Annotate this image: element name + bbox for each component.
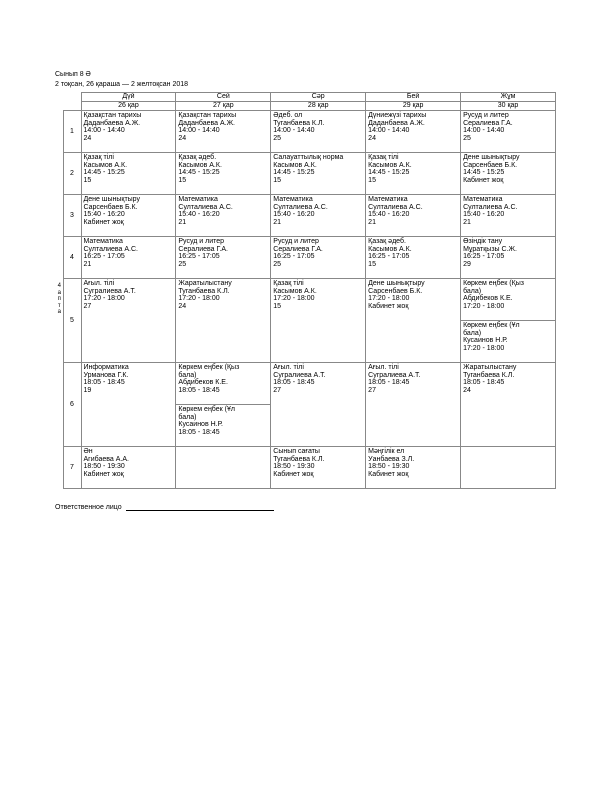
lesson-line: Дене шынықтыру (463, 154, 520, 161)
lesson-line: Қазақстан тарихы (178, 112, 237, 119)
lesson-row (56, 279, 556, 363)
lesson-entry (366, 447, 460, 488)
lesson-number: 4 (63, 237, 81, 279)
lesson-cell (366, 363, 461, 447)
lesson-entry (271, 237, 365, 278)
lesson-cell (271, 237, 366, 279)
lesson-entry (366, 363, 460, 404)
lesson-cell (81, 153, 176, 195)
lesson-line: Мәңгілік ел (368, 448, 405, 455)
lesson-entry (461, 447, 555, 488)
lesson-line: Ән (83, 448, 93, 455)
lesson-line: Абдибеков К.Е. (463, 295, 513, 303)
lesson-entry (82, 195, 176, 236)
lesson-line: 21 (83, 260, 92, 268)
week-vertical-label (56, 111, 63, 489)
lesson-cell (461, 237, 556, 279)
lesson-line: Математика (463, 196, 503, 203)
lesson-cell (271, 279, 366, 363)
lesson-line: 17:20 - 18:00 (463, 344, 505, 352)
lesson-line: Кусаинов Н.Р. (178, 421, 223, 429)
lesson-row (56, 111, 556, 153)
lesson-entry (271, 195, 365, 236)
lesson-entry (176, 153, 270, 194)
week-label-char: а (57, 309, 61, 316)
lesson-line: 14:00 - 14:40 (178, 127, 220, 135)
lesson-line: Туганбаева К.Л. (463, 371, 515, 379)
lesson-line: Дене шынықтыру (83, 196, 140, 203)
lesson-line: Кабинет жоқ (368, 470, 409, 478)
day-date: 28 қар (271, 102, 366, 111)
period-line: 2 тоқсан, 26 қараша — 2 желтоқсан 2018 (55, 81, 189, 88)
lesson-line: Агибаева А.А. (83, 455, 129, 463)
lesson-entry (271, 111, 365, 152)
lesson-line: 27 (83, 302, 92, 310)
lesson-line: Кабинет жоқ (83, 218, 124, 226)
lesson-line: 15:40 - 16:20 (368, 211, 410, 219)
lesson-line: Касымов А.К. (83, 161, 128, 169)
lesson-line: Көркем еңбек (Ұл (463, 322, 520, 329)
lesson-line: 14:00 - 14:40 (463, 127, 505, 135)
lesson-line: Әдеб. ол (273, 112, 303, 119)
lesson-cell (461, 195, 556, 237)
lesson-entry (461, 153, 555, 194)
lesson-line: Русуд и литер (463, 112, 509, 119)
lesson-line: 24 (368, 134, 376, 142)
lesson-entry (176, 447, 270, 488)
lesson-line: 24 (463, 386, 471, 394)
lesson-line: 27 (273, 386, 282, 394)
lesson-line: Султалиева А.С. (368, 203, 423, 211)
lesson-line: Математика (83, 238, 123, 245)
lesson-line: Султалиева А.С. (463, 203, 518, 211)
lesson-entry (461, 279, 555, 320)
lesson-line: Қазақ тілі (83, 154, 114, 161)
day-date: 30 қар (461, 102, 556, 111)
lesson-line: 17:20 - 18:00 (178, 295, 220, 303)
lesson-entry (82, 279, 176, 320)
lesson-line: Өзіндік тану (463, 238, 503, 245)
lesson-line: 14:45 - 15:25 (178, 169, 220, 177)
lesson-line: Мұратқызы С.Ж. (463, 245, 517, 253)
lesson-entry (461, 320, 555, 362)
lesson-line: Ағыл. тілі (273, 364, 304, 371)
day-name: Бей (366, 93, 461, 102)
lesson-line: Қазақ әдеб. (178, 154, 217, 161)
lesson-line: Қазақ тілі (368, 154, 399, 161)
lesson-cell (461, 447, 556, 489)
lesson-line: 18:05 - 18:45 (83, 379, 125, 387)
lesson-cell (176, 195, 271, 237)
lesson-line: 16:25 - 17:05 (368, 253, 410, 261)
lesson-line: Сугралиева А.Т. (368, 371, 421, 379)
lesson-line: 17:20 - 18:00 (368, 295, 410, 303)
timetable (56, 92, 556, 489)
lesson-line: 17:20 - 18:00 (83, 295, 125, 303)
lesson-line: Сынып сағаты (273, 448, 320, 455)
lesson-line: 16:25 - 17:05 (463, 253, 505, 261)
lesson-line: Даданбаева А.Ж. (178, 119, 236, 127)
day-date: 27 қар (176, 102, 271, 111)
day-date: 26 қар (81, 102, 176, 111)
lesson-line: Информатика (83, 364, 129, 371)
day-name: Сей (176, 93, 271, 102)
lesson-cell (176, 363, 271, 447)
lesson-line: 14:45 - 15:25 (368, 169, 410, 177)
lesson-line: 18:05 - 18:45 (273, 379, 315, 387)
lesson-line: Кабинет жоқ (83, 470, 124, 478)
lesson-line: Сугралиева А.Т. (273, 371, 326, 379)
lesson-line: 21 (368, 218, 376, 226)
lesson-line: Касымов А.К. (178, 161, 222, 169)
lesson-line: Султалиева А.С. (273, 203, 328, 211)
lesson-line: 14:45 - 15:25 (273, 169, 315, 177)
lesson-line: 15 (368, 260, 376, 268)
lesson-cell (271, 195, 366, 237)
lesson-cell (81, 111, 176, 153)
lesson-line: 18:50 - 19:30 (83, 463, 125, 471)
lesson-line: 25 (273, 260, 282, 268)
lesson-line: Дене шынықтыру (368, 280, 425, 287)
lesson-entry (176, 363, 270, 404)
lesson-entry (271, 447, 365, 488)
lesson-cell (461, 153, 556, 195)
lesson-line: Математика (178, 196, 218, 203)
lesson-line: 18:05 - 18:45 (178, 386, 220, 394)
lesson-line: 18:50 - 19:30 (368, 463, 410, 471)
lesson-cell (461, 363, 556, 447)
lesson-cell (81, 237, 176, 279)
lesson-line: бала) (463, 329, 482, 337)
lesson-cell (176, 279, 271, 363)
lesson-entry (176, 195, 270, 236)
lesson-line: 15 (273, 176, 282, 184)
lesson-line: 24 (83, 134, 92, 142)
lesson-line: Қазақстан тарихы (83, 112, 142, 119)
lesson-line: 18:05 - 18:45 (368, 379, 410, 387)
lesson-row (56, 447, 556, 489)
lesson-line: 14:00 - 14:40 (273, 127, 315, 135)
day-date-row (56, 102, 556, 111)
week-label-char: а (57, 289, 61, 296)
lesson-line: Салауаттылық норма (273, 154, 344, 161)
day-name: Жұм (461, 93, 556, 102)
lesson-entry (461, 363, 555, 404)
lesson-line: 15 (273, 302, 282, 310)
lesson-cell (176, 447, 271, 489)
lesson-number: 3 (63, 195, 81, 237)
lesson-line: Жаратылыстану (178, 280, 232, 287)
lesson-line: Сарсенбаев Б.К. (83, 203, 138, 211)
lesson-line: Кабинет жоқ (463, 176, 504, 184)
lesson-cell (366, 279, 461, 363)
lesson-entry (366, 279, 460, 320)
lesson-line: Русуд и литер (178, 238, 225, 245)
lesson-line: Жаратылыстану (463, 364, 517, 371)
lesson-number: 7 (63, 447, 81, 489)
lesson-cell (366, 111, 461, 153)
lesson-entry (366, 195, 460, 236)
lesson-line: Көркем еңбек (Қыз (178, 364, 240, 371)
lesson-line: 24 (178, 302, 187, 310)
lesson-cell (366, 447, 461, 489)
lesson-cell (271, 153, 366, 195)
week-label-char: п (57, 296, 61, 303)
signature-line (126, 503, 274, 511)
lesson-cell (81, 363, 176, 447)
lesson-cell (366, 195, 461, 237)
lesson-line: Уанбаева З.Л. (368, 455, 415, 463)
lesson-line: 16:25 - 17:05 (178, 253, 220, 261)
day-date: 29 қар (366, 102, 461, 111)
lesson-line: Қазақ әдеб. (368, 238, 406, 245)
lesson-line: 21 (463, 218, 471, 226)
lesson-cell (461, 111, 556, 153)
lesson-line: 16:25 - 17:05 (83, 253, 125, 261)
lesson-entry (82, 237, 176, 278)
lesson-entry (82, 447, 176, 488)
day-name: Сәр (271, 93, 366, 102)
lesson-line: 16:25 - 17:05 (273, 253, 315, 261)
lesson-line: 15 (178, 176, 187, 184)
lesson-line: 27 (368, 386, 376, 394)
lesson-entry (461, 111, 555, 152)
lesson-number: 5 (63, 279, 81, 363)
lesson-line: бала) (463, 287, 482, 295)
lesson-line: Туганбаева К.Л. (178, 287, 230, 295)
lesson-line: Сералиева Г.А. (273, 245, 323, 253)
day-name: Дүй (81, 93, 176, 102)
lesson-line: 15:40 - 16:20 (273, 211, 315, 219)
lesson-line: 17:20 - 18:00 (273, 295, 315, 303)
lesson-line: Султалиева А.С. (83, 245, 138, 253)
lesson-line: 15:40 - 16:20 (463, 211, 505, 219)
lesson-line: Көркем еңбек (Ұл (178, 406, 235, 413)
lesson-entry (366, 153, 460, 194)
lesson-line: Касымов А.К. (368, 161, 412, 169)
lesson-line: Дүниежүзі тарихы (368, 112, 427, 119)
lesson-line: 17:20 - 18:00 (463, 302, 505, 310)
lesson-cell (81, 447, 176, 489)
lesson-line: 18:50 - 19:30 (273, 463, 315, 471)
lesson-cell (271, 447, 366, 489)
lesson-entry (271, 153, 365, 194)
lesson-number: 2 (63, 153, 81, 195)
lesson-cell (176, 237, 271, 279)
lesson-line: Кусаинов Н.Р. (463, 337, 508, 345)
lesson-number: 6 (63, 363, 81, 447)
lesson-entry (271, 363, 365, 404)
lesson-line: 15:40 - 16:20 (178, 211, 220, 219)
lesson-line: Кабинет жоқ (273, 470, 314, 478)
lesson-line: бала) (178, 371, 197, 379)
lesson-cell (271, 363, 366, 447)
lesson-cell (176, 153, 271, 195)
week-label-char: т (57, 302, 61, 309)
responsible-label: Ответственное лицо (55, 504, 122, 511)
lesson-cell (366, 153, 461, 195)
lesson-line: Касымов А.К. (273, 161, 317, 169)
lesson-cell (366, 237, 461, 279)
lesson-line: 25 (178, 260, 187, 268)
lesson-row (56, 153, 556, 195)
lesson-line: 14:45 - 15:25 (83, 169, 125, 177)
lesson-line: Султалиева А.С. (178, 203, 233, 211)
lesson-line: 14:00 - 14:40 (83, 127, 125, 135)
lesson-number: 1 (63, 111, 81, 153)
lesson-line: Сарсенбаев Б.К. (368, 287, 423, 295)
lesson-line: Сугралиева А.Т. (83, 287, 136, 295)
lesson-line: 21 (273, 218, 282, 226)
lesson-entry (461, 195, 555, 236)
lesson-line: 15:40 - 16:20 (83, 211, 125, 219)
lesson-entry (176, 279, 270, 320)
lesson-line: Урманова Г.К. (83, 371, 129, 379)
lesson-entry (176, 237, 270, 278)
lesson-line: 18:05 - 18:45 (178, 428, 220, 436)
lesson-cell (81, 279, 176, 363)
lesson-cell (271, 111, 366, 153)
lesson-entry (271, 279, 365, 320)
lesson-line: 25 (273, 134, 282, 142)
lesson-line: 21 (178, 218, 187, 226)
lesson-line: Даданбаева А.Ж. (83, 119, 141, 127)
lesson-entry (82, 153, 176, 194)
class-title: Сынып 8 Ә (55, 71, 91, 78)
lesson-line: Касымов А.К. (368, 245, 412, 253)
lesson-line: 15 (368, 176, 376, 184)
lesson-line: 15 (83, 176, 92, 184)
lesson-entry (366, 237, 460, 278)
lesson-entry (366, 111, 460, 152)
responsible-signature (55, 503, 274, 511)
lesson-line: бала) (178, 413, 197, 421)
lesson-line: Сералиева Г.А. (178, 245, 228, 253)
lesson-line: Русуд и литер (273, 238, 319, 245)
lesson-entry (461, 237, 555, 278)
lesson-line: 14:45 - 15:25 (463, 169, 505, 177)
lesson-line: Ағыл. тілі (368, 364, 399, 371)
lesson-row (56, 237, 556, 279)
week-label-char: 4 (57, 283, 61, 290)
lesson-line: 29 (463, 260, 471, 268)
lesson-line: Кабинет жоқ (368, 302, 409, 310)
lesson-line: Математика (368, 196, 408, 203)
day-name-row (56, 93, 556, 102)
lesson-line: Туганбаева К.Л. (273, 455, 325, 463)
lesson-line: Ағыл. тілі (83, 280, 115, 287)
lesson-line: 18:05 - 18:45 (463, 379, 505, 387)
lesson-line: 14:00 - 14:40 (368, 127, 410, 135)
lesson-cell (81, 195, 176, 237)
lesson-line: 24 (178, 134, 187, 142)
lesson-line: Қазақ тілі (273, 280, 304, 287)
lesson-entry (82, 363, 176, 404)
lesson-line: Касымов А.К. (273, 287, 317, 295)
lesson-line: 19 (83, 386, 92, 394)
lesson-entry (82, 111, 176, 152)
lesson-line: Сарсенбаев Б.К. (463, 161, 518, 169)
lesson-row (56, 363, 556, 447)
lesson-entry (176, 111, 270, 152)
lesson-line: Туганбаева К.Л. (273, 119, 325, 127)
lesson-cell (461, 279, 556, 363)
lesson-line: Сералиева Г.А. (463, 119, 513, 127)
lesson-cell (176, 111, 271, 153)
lesson-line: 25 (463, 134, 471, 142)
lesson-row (56, 195, 556, 237)
lesson-line: Даданбаева А.Ж. (368, 119, 425, 127)
lesson-line: Көркем еңбек (Қыз (463, 280, 524, 287)
lesson-line: Абдибеков К.Е. (178, 379, 228, 387)
lesson-line: Математика (273, 196, 313, 203)
lesson-entry (176, 404, 270, 446)
